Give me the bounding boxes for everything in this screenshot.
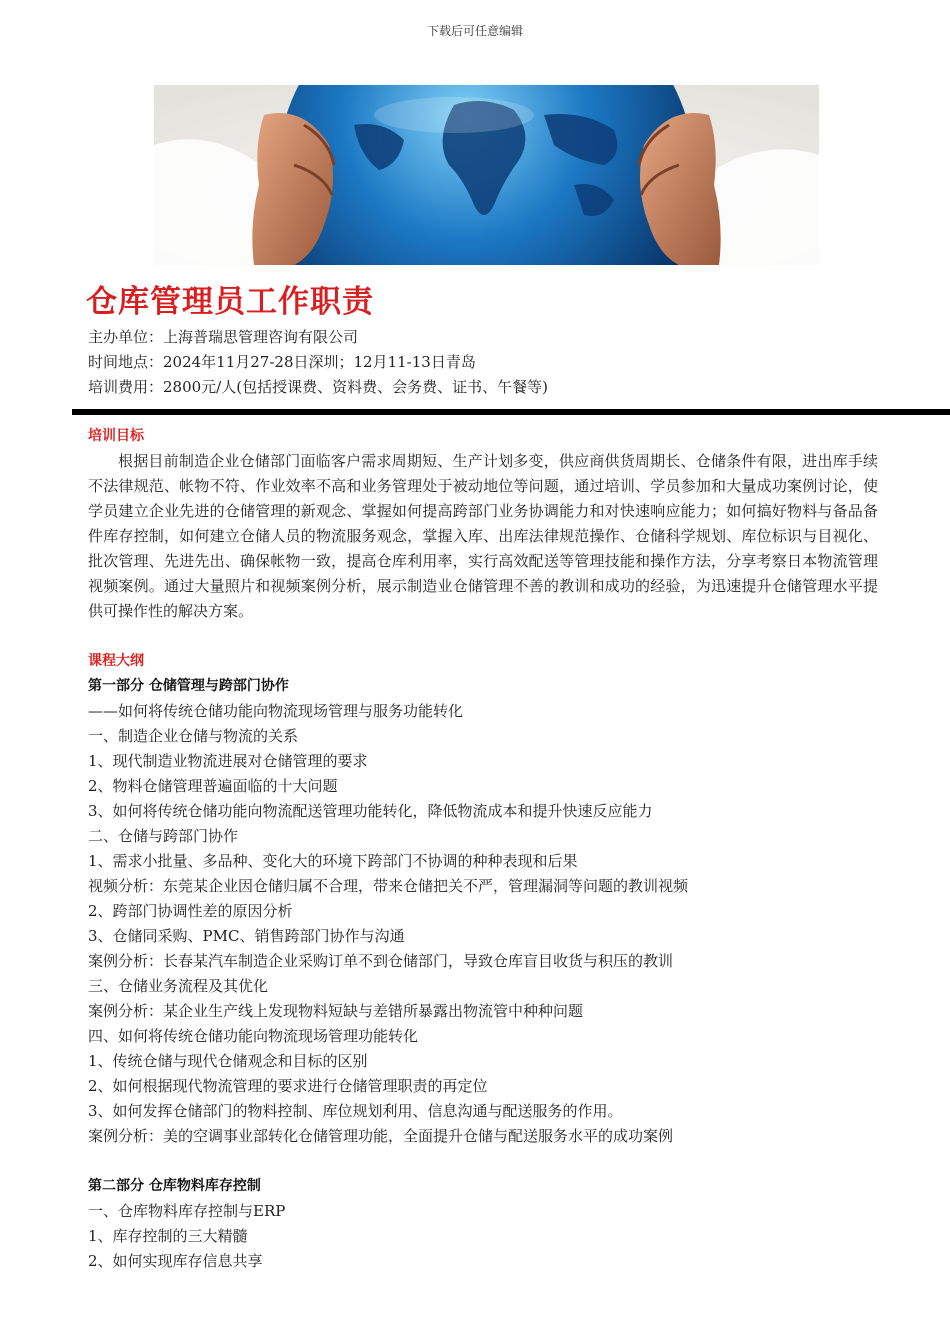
list-item: 1、库存控制的三大精髓 xyxy=(88,1227,248,1245)
list-item: 3、如何将传统仓储功能向物流配送管理功能转化，降低物流成本和提升快速反应能力 xyxy=(88,802,653,820)
list-item: 案例分析：美的空调事业部转化仓储管理功能，全面提升仓储与配送服务水平的成功案例 xyxy=(88,1127,674,1145)
time-place-text: 时间地点：2024年11月27-28日深圳；12月11-13日青岛 xyxy=(88,353,476,371)
list-item: 四、如何将传统仓储功能向物流现场管理功能转化 xyxy=(88,1027,419,1045)
list-item: 一、仓库物料库存控制与ERP xyxy=(88,1202,286,1220)
part2-list xyxy=(88,1199,878,1274)
organizer-text: 主办单位：上海普瑞思管理咨询有限公司 xyxy=(88,328,359,346)
list-item: 案例分析：长春某汽车制造企业采购订单不到仓储部门，导致仓库盲目收货与积压的教训 xyxy=(88,952,674,970)
outline-heading: 课程大纲 xyxy=(88,653,144,669)
part1-list xyxy=(88,699,878,1149)
list-item: 三、仓储业务流程及其优化 xyxy=(88,977,269,995)
section-divider xyxy=(72,409,950,415)
header-note: 下载后可任意编辑 xyxy=(426,24,523,38)
hero-globe-image xyxy=(154,85,819,265)
part1-title: 第一部分 仓储管理与跨部门协作 xyxy=(88,678,289,694)
main-content xyxy=(88,424,878,1274)
page-title: 仓库管理员工作职责 xyxy=(86,284,374,320)
list-item: 2、如何根据现代物流管理的要求进行仓储管理职责的再定位 xyxy=(88,1077,488,1095)
list-item: 视频分析：东莞某企业因仓储归属不合理，带来仓储把关不严，管理漏洞等问题的教训视频 xyxy=(88,877,689,895)
list-item: 二、仓储与跨部门协作 xyxy=(88,827,239,845)
list-item: 2、跨部门协调性差的原因分析 xyxy=(88,902,293,920)
list-item: 一、制造企业仓储与物流的关系 xyxy=(88,727,299,745)
globe-in-hands-illustration xyxy=(154,85,819,265)
fee-text: 培训费用：2800元/人(包括授课费、资料费、会务费、证书、午餐等) xyxy=(88,378,548,396)
list-item: 1、现代制造业物流进展对仓储管理的要求 xyxy=(88,752,368,770)
list-item: 3、如何发挥仓储部门的物料控制、库位规划利用、信息沟通与配送服务的作用。 xyxy=(88,1102,623,1120)
part2-title: 第二部分 仓库物料库存控制 xyxy=(88,1178,261,1194)
list-item: 3、仓储同采购、PMC、销售跨部门协作与沟通 xyxy=(88,927,405,945)
list-item: 1、传统仓储与现代仓储观念和目标的区别 xyxy=(88,1052,368,1070)
objective-heading: 培训目标 xyxy=(88,428,144,444)
objective-paragraph: 根据目前制造企业仓储部门面临客户需求周期短、生产计划多变，供应商供货周期长、仓储条件有限，进出库手续不法律规范、帐物不符、作业效率不高和业务管理处于被动地位等问题，通过培训、学员参加和大量成功案例讨论，使学员建立企业先进的仓储管理的新观念、掌握如何提高跨部门业务协调能力和对快速响应能力；如何搞好物料与备品备件库存控制，如何建立仓储人员的物流服务观念，掌握入库、出库法律规范操作、仓储科学规划、库位标识与目视化、批次管理、先进先出、确保帐物一致，提高仓库利用率，实行高效配送等管理技能和操作方法，分享考察日本物流管理视频案例。通过大量照片和视频案例分析，展示制造业仓储管理不善的教训和成功的经验，为迅速提升仓储管理水平提供可操作性的解决方案。 xyxy=(88,452,878,620)
list-item: 2、如何实现库存信息共享 xyxy=(88,1252,263,1270)
list-item: 1、需求小批量、多品种、变化大的环境下跨部门不协调的种种表现和后果 xyxy=(88,852,578,870)
list-item: 2、物料仓储管理普遍面临的十大问题 xyxy=(88,777,338,795)
list-item: 案例分析：某企业生产线上发现物料短缺与差错所暴露出物流管中种种问题 xyxy=(88,1002,584,1020)
list-item: ——如何将传统仓储功能向物流现场管理与服务功能转化 xyxy=(88,702,464,720)
